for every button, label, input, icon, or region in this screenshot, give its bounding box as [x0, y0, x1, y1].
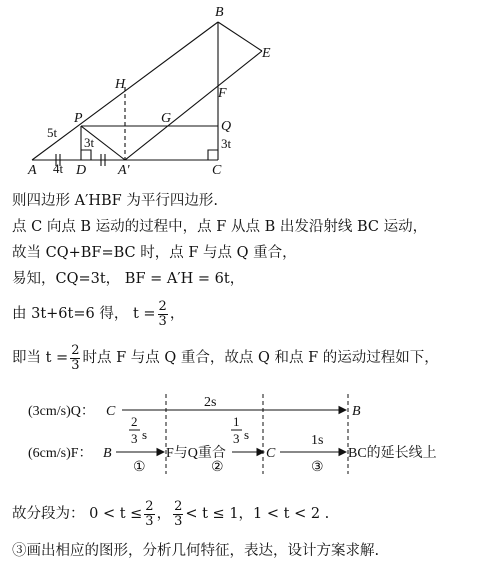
fraction-numerator: 2: [158, 298, 167, 314]
row1-label: (3cm/s)Q：: [28, 404, 95, 419]
label-3t-right: 3t: [221, 136, 232, 151]
label-E: E: [262, 46, 271, 61]
text-line-5: [12, 296, 184, 332]
midpoint-C: C: [266, 446, 276, 461]
seg3-circle: ③: [311, 460, 324, 475]
text-line-2: 点 C 向点 B 运动的过程中，点 F 从点 B 出发沿射线 BC 运动，: [12, 219, 428, 235]
row2-label: (6cm/s)F：: [28, 446, 93, 461]
line7-suffix: < t ≤ 1，1 < t < 2 .: [185, 506, 330, 522]
right-angle-mark-C: [208, 150, 218, 160]
text-line-4: 易知，CQ=3t， BF = A′H = 6t，: [12, 271, 245, 287]
end-label-BC-extension: BC的延长线上: [348, 446, 437, 461]
label-D: D: [76, 163, 87, 178]
seg2-numerator: 1: [233, 414, 240, 429]
text-line-7: [12, 496, 329, 532]
line7-mid: ，: [156, 506, 172, 522]
seg2-unit: s: [244, 427, 250, 442]
midpoint-F-Q-coincide: F与Q重合: [166, 446, 226, 461]
fraction-two-thirds: [158, 300, 168, 329]
label-4t: 4t: [53, 161, 64, 176]
fraction-denominator: 3: [71, 357, 80, 373]
geometry-figure: [0, 0, 495, 200]
line7-prefix: 故分段为： 0 < t ≤: [12, 506, 143, 522]
seg1-denominator: 3: [131, 431, 138, 446]
label-3t-left: 3t: [84, 135, 95, 150]
right-angle-mark-D: [81, 150, 91, 160]
row1-end-B: B: [352, 404, 361, 419]
label-B: B: [215, 5, 224, 20]
fraction-numerator: 2: [174, 498, 183, 514]
fraction-denominator: 3: [174, 513, 183, 529]
text-line-1: 则四边形 A′HBF 为平行四边形.: [12, 193, 218, 209]
seg1-circle: ①: [133, 460, 146, 475]
label-P: P: [74, 111, 83, 126]
fraction-denominator: 3: [158, 313, 167, 329]
line6-suffix: 时点 F 与点 Q 重合，故点 Q 和点 F 的运动过程如下，: [82, 350, 439, 366]
fraction-two-thirds: [173, 500, 183, 529]
timeline-diagram: [0, 392, 495, 482]
label-Q: Q: [221, 119, 232, 134]
seg2-circle: ②: [211, 460, 224, 475]
line5-suffix: ，: [169, 306, 185, 322]
label-C: C: [212, 163, 222, 178]
row2-start-B: B: [103, 446, 112, 461]
seg1-numerator: 2: [131, 414, 138, 429]
row1-time: 2s: [204, 395, 217, 410]
fraction-denominator: 3: [145, 513, 154, 529]
label-H: H: [115, 77, 126, 92]
text-line-3: 故当 CQ+BF=BC 时，点 F 与点 Q 重合，: [12, 245, 297, 261]
text-line-8: ③画出相应的图形，分析几何特征，表达，设计方案求解.: [12, 543, 380, 559]
fraction-numerator: 2: [145, 498, 154, 514]
seg2-denominator: 3: [233, 431, 240, 446]
fraction-numerator: 2: [71, 342, 80, 358]
segment-BE: [218, 22, 262, 51]
label-F: F: [218, 86, 227, 101]
label-A-prime: A': [118, 163, 130, 178]
seg1-unit: s: [142, 427, 148, 442]
fraction-two-thirds: [70, 344, 80, 373]
text-line-6: [12, 340, 439, 376]
segment-A1E: [125, 51, 262, 160]
seg3-time: 1s: [311, 433, 324, 448]
row1-start-C: C: [106, 404, 116, 419]
label-A: A: [28, 163, 37, 178]
label-G: G: [161, 111, 172, 126]
label-5t: 5t: [47, 125, 58, 140]
line6-prefix: 即当 t =: [12, 350, 69, 366]
fraction-two-thirds: [144, 500, 154, 529]
line5-prefix: 由 3t+6t=6 得， t =: [12, 306, 156, 322]
